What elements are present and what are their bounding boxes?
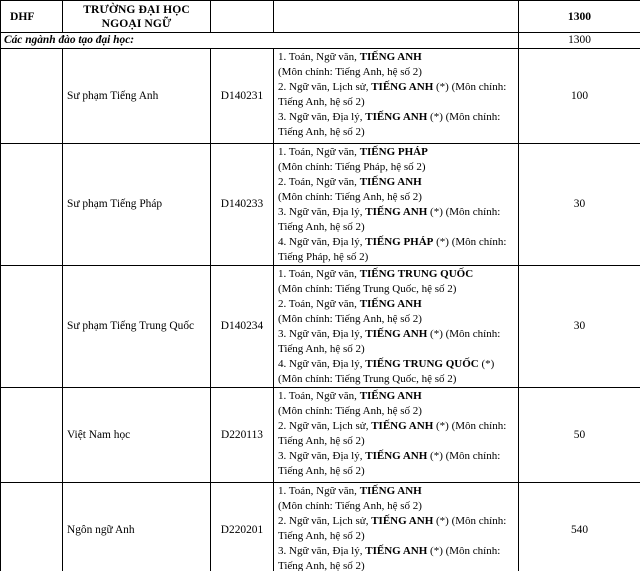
combination-line (278, 145, 518, 160)
combination-line (278, 357, 518, 372)
school-name-line1: TRƯỜNG ĐẠI HỌC (83, 2, 190, 16)
major-name: Sư phạm Tiếng Trung Quốc (63, 266, 211, 388)
combination-line (278, 80, 518, 95)
combination-subjects: 2. Ngữ văn, Lịch sử, (278, 515, 372, 527)
major-quota: 30 (519, 266, 640, 388)
combination-subjects: 1. Toán, Ngữ văn, (278, 485, 360, 497)
major-empty-cell (1, 483, 63, 571)
combination-line (278, 267, 518, 282)
school-name (63, 1, 211, 33)
combination-suffix: (*) (Môn chính: (427, 206, 501, 218)
main-subject-note: (Môn chính: Tiếng Anh, hệ số 2) (278, 405, 422, 417)
main-subject: TIẾNG ANH (365, 545, 428, 557)
combination-line (278, 175, 518, 190)
subject-combinations (274, 388, 519, 483)
main-subject: TIẾNG ANH (359, 51, 422, 63)
main-subject-note: (Môn chính: Tiếng Anh, hệ số 2) (278, 191, 422, 203)
major-code: D140234 (211, 266, 274, 388)
major-name: Ngôn ngữ Anh (63, 483, 211, 571)
major-name: Việt Nam học (63, 388, 211, 483)
main-subject-note: Tiếng Anh, hệ số 2) (278, 126, 365, 138)
main-subject-note: Tiếng Anh, hệ số 2) (278, 560, 365, 571)
combination-suffix: (*) (Môn chính: (433, 420, 507, 432)
combination-suffix: (*) (478, 358, 495, 370)
school-name-line2: NGOẠI NGỮ (101, 16, 172, 30)
main-subject-note: (Môn chính: Tiếng Trung Quốc, hệ số 2) (278, 283, 457, 295)
major-code: D140231 (211, 49, 274, 144)
main-subject: TIẾNG TRUNG QUỐC (359, 268, 474, 280)
main-subject: TIẾNG ANH (359, 485, 422, 497)
header-empty-combos (274, 1, 519, 33)
major-empty-cell (1, 144, 63, 266)
combination-subjects: 2. Ngữ văn, Lịch sử, (278, 420, 372, 432)
main-subject: TIẾNG PHÁP (365, 236, 434, 248)
main-subject-note: Tiếng Anh, hệ số 2) (278, 221, 365, 233)
subject-combinations (274, 483, 519, 571)
subheader-row (1, 33, 640, 49)
programs-total: 1300 (519, 33, 640, 49)
main-subject-note: Tiếng Anh, hệ số 2) (278, 343, 365, 355)
major-name: Sư phạm Tiếng Pháp (63, 144, 211, 266)
combination-line (278, 419, 518, 434)
major-quota: 100 (519, 49, 640, 144)
main-subject: TIẾNG ANH (371, 81, 434, 93)
major-row (1, 483, 640, 571)
main-subject: TIẾNG ANH (365, 206, 428, 218)
main-subject-note: Tiếng Anh, hệ số 2) (278, 96, 365, 108)
combination-subjects: 1. Toán, Ngữ văn, (278, 146, 360, 158)
combination-suffix: (*) (Môn chính: (427, 450, 501, 462)
major-code: D220113 (211, 388, 274, 483)
major-row (1, 266, 640, 388)
main-subject: TIẾNG ANH (359, 176, 422, 188)
programs-label: Các ngành đào tạo đại học: (1, 33, 519, 49)
subject-combinations (274, 49, 519, 144)
major-row (1, 49, 640, 144)
main-subject: TIẾNG ANH (365, 328, 428, 340)
main-subject: TIẾNG TRUNG QUỐC (365, 358, 479, 370)
major-name: Sư phạm Tiếng Anh (63, 49, 211, 144)
main-subject: TIẾNG ANH (365, 450, 428, 462)
major-empty-cell (1, 388, 63, 483)
main-subject-note: Tiếng Anh, hệ số 2) (278, 530, 365, 542)
main-subject: TIẾNG ANH (359, 390, 422, 402)
major-row (1, 388, 640, 483)
combination-suffix: (*) (Môn chính: (433, 81, 507, 93)
combination-subjects: 4. Ngữ văn, Địa lý, (278, 358, 366, 370)
main-subject-note: Tiếng Anh, hệ số 2) (278, 435, 365, 447)
combination-line (278, 514, 518, 529)
combination-subjects: 1. Toán, Ngữ văn, (278, 390, 360, 402)
major-quota: 540 (519, 483, 640, 571)
combination-subjects: 2. Toán, Ngữ văn, (278, 298, 360, 310)
combination-line (278, 389, 518, 404)
combination-subjects: 4. Ngữ văn, Địa lý, (278, 236, 366, 248)
combination-line (278, 484, 518, 499)
combination-subjects: 3. Ngữ văn, Địa lý, (278, 450, 366, 462)
combination-line (278, 50, 518, 65)
main-subject: TIẾNG ANH (371, 420, 434, 432)
school-code: DHF (1, 1, 63, 33)
header-row (1, 1, 640, 33)
main-subject-note: (Môn chính: Tiếng Pháp, hệ số 2) (278, 161, 426, 173)
major-code: D140233 (211, 144, 274, 266)
main-subject-note: (Môn chính: Tiếng Anh, hệ số 2) (278, 66, 422, 78)
main-subject: TIẾNG ANH (365, 111, 428, 123)
major-quota: 30 (519, 144, 640, 266)
combination-suffix: (*) (Môn chính: (427, 111, 501, 123)
major-quota: 50 (519, 388, 640, 483)
combination-subjects: 3. Ngữ văn, Địa lý, (278, 111, 366, 123)
header-empty-code (211, 1, 274, 33)
combination-subjects: 1. Toán, Ngữ văn, (278, 268, 360, 280)
main-subject: TIẾNG PHÁP (359, 146, 428, 158)
major-empty-cell (1, 49, 63, 144)
main-subject-note: Tiếng Anh, hệ số 2) (278, 465, 365, 477)
combination-subjects: 3. Ngữ văn, Địa lý, (278, 545, 366, 557)
combination-line (278, 205, 518, 220)
combination-line (278, 110, 518, 125)
total-quota: 1300 (519, 1, 640, 33)
major-code: D220201 (211, 483, 274, 571)
combination-line (278, 449, 518, 464)
combination-line (278, 235, 518, 250)
main-subject: TIẾNG ANH (359, 298, 422, 310)
subject-combinations (274, 266, 519, 388)
combination-suffix: (*) (Môn chính: (433, 515, 507, 527)
main-subject-note: Tiếng Pháp, hệ số 2) (278, 251, 369, 263)
combination-line (278, 327, 518, 342)
combination-subjects: 2. Ngữ văn, Lịch sử, (278, 81, 372, 93)
subject-combinations (274, 144, 519, 266)
combination-subjects: 3. Ngữ văn, Địa lý, (278, 328, 366, 340)
main-subject: TIẾNG ANH (371, 515, 434, 527)
main-subject-note: (Môn chính: Tiếng Trung Quốc, hệ số 2) (278, 373, 457, 385)
combination-subjects: 3. Ngữ văn, Địa lý, (278, 206, 366, 218)
combination-suffix: (*) (Môn chính: (433, 236, 507, 248)
major-empty-cell (1, 266, 63, 388)
combination-suffix: (*) (Môn chính: (427, 545, 501, 557)
combination-subjects: 2. Toán, Ngữ văn, (278, 176, 360, 188)
main-subject-note: (Môn chính: Tiếng Anh, hệ số 2) (278, 500, 422, 512)
combination-line (278, 544, 518, 559)
combination-suffix: (*) (Môn chính: (427, 328, 501, 340)
combination-line (278, 297, 518, 312)
main-subject-note: (Môn chính: Tiếng Anh, hệ số 2) (278, 313, 422, 325)
major-row (1, 144, 640, 266)
combination-subjects: 1. Toán, Ngữ văn, (278, 51, 360, 63)
